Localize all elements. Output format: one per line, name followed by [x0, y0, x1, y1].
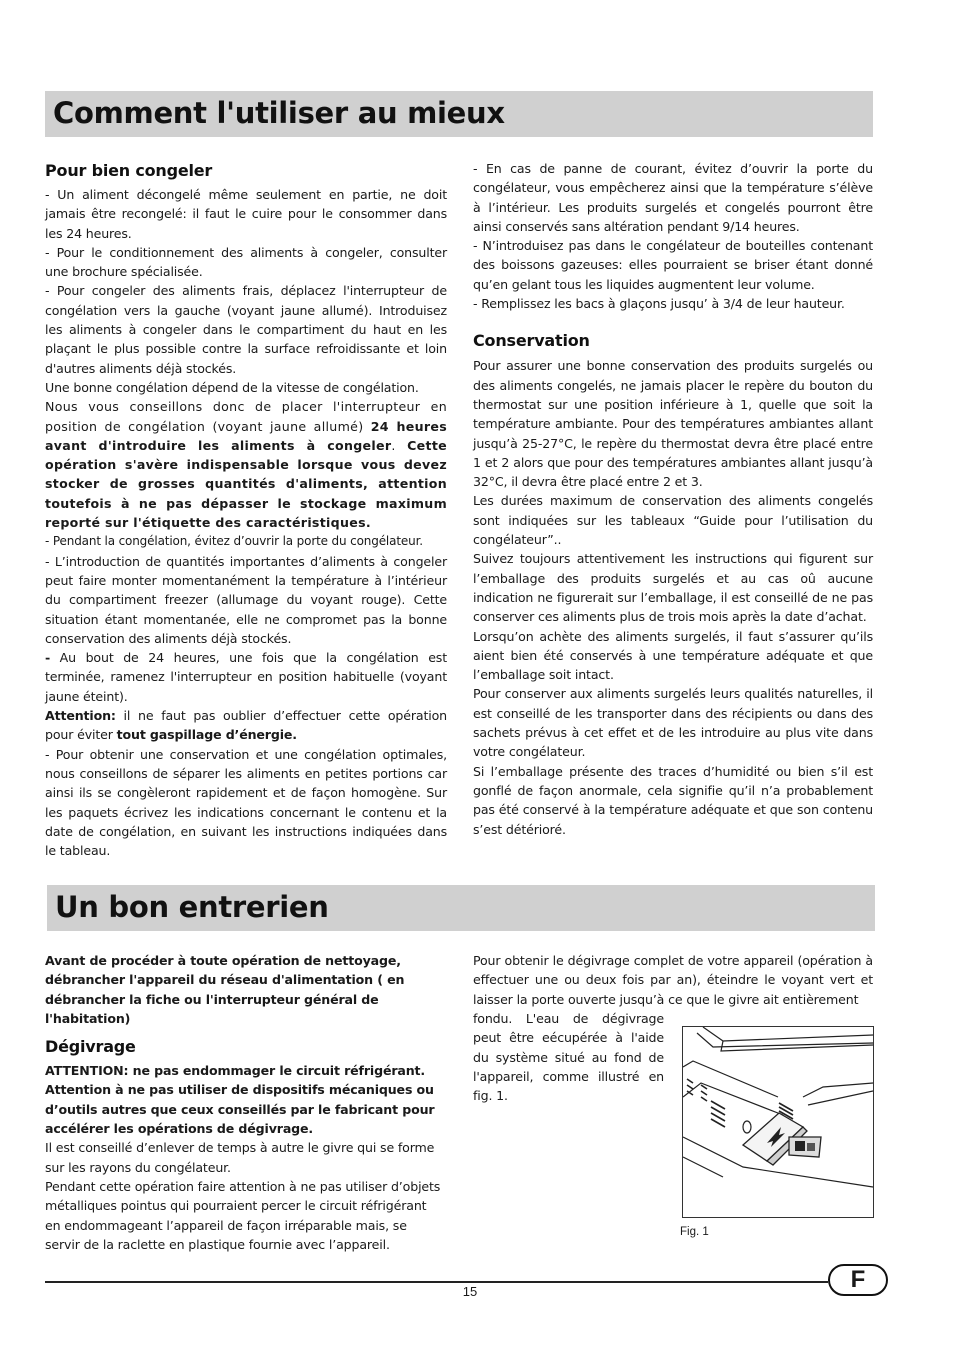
- freezer-drain-illustration: [683, 1027, 873, 1217]
- paragraph-attention-circuit: ATTENTION: ne pas endommager le circuit réfrigérant. Attention à ne pas utiliser de dispositifs mécaniques ou d’outils autres que ceux conseillés par le fabricant pour accélérer les opérations de dégivrage.: [45, 1063, 435, 1137]
- language-badge: F: [828, 1264, 888, 1296]
- paragraph: Une bonne congélation dépend de la vitesse de congélation.: [45, 379, 419, 395]
- paragraph: - Remplissez les bacs à glaçons jusqu’ à 3/4 de leur hauteur.: [473, 296, 845, 312]
- section-title-usage: Comment l'utiliser au mieux: [53, 96, 505, 130]
- heading-degivrage: Dégivrage: [45, 1037, 136, 1057]
- paragraph: Pour obtenir le dégivrage complet de votre appareil (opération à effectuer une ou deux fois par an), éteindre le voyant vert et laisser la porte ouverte jusqu’à ce que le givre ait entièrement: [473, 953, 873, 1007]
- paragraph: - Au bout de 24 heures, une fois que la congélation est terminée, ramenez l'interrupteur en position habituelle (voyant jaune éteint).: [45, 650, 447, 704]
- paragraph: Les durées maximum de conservation des aliments congelés sont indiquées sur les tableaux “Guide pour l’utilisation du congélateur”..: [473, 493, 873, 548]
- paragraph: - En cas de panne de courant, évitez d’ouvrir la porte du congélateur, vous empêcherez ainsi que la température s’élève à l’intérieur. Les produits surgelés et congelés pourront être ainsi conservés sans altération pendant 9/14 heures.: [473, 161, 873, 234]
- column-left-usage: [45, 160, 447, 860]
- paragraph: Suivez toujours attentivement les instructions qui figurent sur l’emballage des produits surgelés et au cas oû aucune indication ne figurerait sur l’emballage, il est conseillé de ne pas conserver ces aliments plus de trois mois après la date d’achat.: [473, 551, 873, 625]
- paragraph: - Pour obtenir une conservation et une congélation optimales, nous conseillons de séparer les aliments en petites portions car ainsi ils se congèleront rapidement et de façon homogène. Sur les paquets écrivez les indications concernant le contenu et la date de congélation, en suivant les instructions indiquées dans le tableau.: [45, 746, 447, 859]
- paragraph: - Pour congeler des aliments frais, déplacez l'interrupteur de congélation vers la gauche (voyant jaune allumé). Introduisez les aliments à congeler dans le compartiment du haut en les plaçant le plus possible contre la surface refroidissante et loin d'autres aliments déjà stockés.: [45, 283, 447, 376]
- heading-pour-bien-congeler: Pour bien congeler: [45, 161, 213, 180]
- paragraph: fondu. L'eau de dégivrage peut être eécupérée à l'aide du système situé au fond de l'appareil, comme illustré en fig. 1.: [473, 1011, 664, 1104]
- paragraph: - N’introduisez pas dans le congélateur de bouteilles contenant des boissons gazeuses: elles pourraient se briser étant donné qu’en gelant tous les liquides augmentent leur volume.: [473, 238, 873, 292]
- figure-caption: Fig. 1: [680, 1226, 709, 1238]
- paragraph: - Pendant la congélation, évitez d’ouvrir la porte du congélateur.: [45, 534, 423, 549]
- column-left-maintenance: [45, 951, 445, 1254]
- section-title-maintenance: Un bon entrerien: [55, 890, 329, 924]
- column-right-usage: [473, 159, 873, 839]
- paragraph-congelation-advice: Nous vous conseillons donc de placer l'interrupteur en position de congélation (voyant jaune allumé) 24 heures avant d'introduire les aliments à congeler. Cette opération s'avère indispensable lorsque vous devez stocker de grosses quantités d'aliments, attention toutefois à ne pas dépasser le stockage maximum reporté sur l'étiquette des caractéristiques.: [45, 399, 448, 531]
- footer-rule: [45, 1281, 828, 1283]
- paragraph: Si l’emballage présente des traces d’humidité ou bien s’il est gonflé de façon anormale, cela signifie qu’il n’a probablement pas été conservé à la température adéquate et que son contenu s’est détérioré.: [473, 763, 873, 837]
- paragraph: - Pour le conditionnement des aliments à congeler, consulter une brochure spécialisée.: [45, 244, 447, 280]
- paragraph: Pendant cette opération faire attention à ne pas utiliser d’objets métalliques pointus qui pourraient percer le circuit réfrigérant en endommageant l’appareil de façon irréparable mais, se servir de la raclette en plastique fournie avec l’appareil.: [45, 1178, 441, 1252]
- column-right-maintenance-top: [473, 951, 873, 1009]
- paragraph-attention: Attention: il ne faut pas oublier d’effectuer cette opération pour éviter tout gaspillage d’énergie.: [45, 708, 447, 743]
- figure-defrost-drain: [682, 1026, 874, 1218]
- heading-conservation: Conservation: [473, 331, 590, 351]
- paragraph: - Un aliment décongelé même seulement en partie, ne doit jamais être recongelé: il faut le cuire pour le consommer dans les 24 heures.: [45, 187, 447, 241]
- warning-unplug: Avant de procéder à toute opération de nettoyage, débrancher l'appareil du réseau d'alimentation ( en débrancher la fiche ou l'interrupteur général de l'habitation): [45, 953, 405, 1026]
- paragraph: - L’introduction de quantités importantes d’aliments à congeler peut faire monter momentanément la température à l’intérieur du compartiment freezer (allumage du voyant rouge). Cette situation étant momentanée, elle ne compromet pas la bonne conservation des aliments déjà stockés.: [45, 553, 447, 646]
- section-banner-usage: [45, 91, 873, 137]
- column-right-maintenance-wrap: [473, 1009, 664, 1105]
- paragraph: Il est conseillé d’enlever de temps à autre le givre qui se forme sur les rayons du congélateur.: [45, 1140, 435, 1175]
- section-banner-maintenance: [47, 885, 875, 931]
- paragraph: Pour assurer une bonne conservation des produits surgelés ou des aliments congelés, ne jamais placer le repère du bouton du thermostat sur une position inférieure à 1, quelle que soit la température ambiante. Pour des températures ambiantes allant jusqu’à 25-27°C, le repère du thermostat devra être placé entre 1 et 2 alors que pour des températures ambiantes allant jusqu’à 32°C, il devra être placé entre 2 et 3.: [473, 358, 873, 490]
- paragraph: Lorsqu’on achète des aliments surgelés, il faut s’assurer qu’ils aient bien été conservés à une température adéquate et que l’emballage soit intact.: [473, 628, 873, 683]
- page-number: 15: [462, 1284, 478, 1299]
- paragraph: Pour conserver aux aliments surgelés leurs qualités naturelles, il est conseillé de les transporter dans des récipients ou dans des sachets prévus à cet effet et de les introduire au plus vite dans votre congélateur.: [473, 686, 873, 760]
